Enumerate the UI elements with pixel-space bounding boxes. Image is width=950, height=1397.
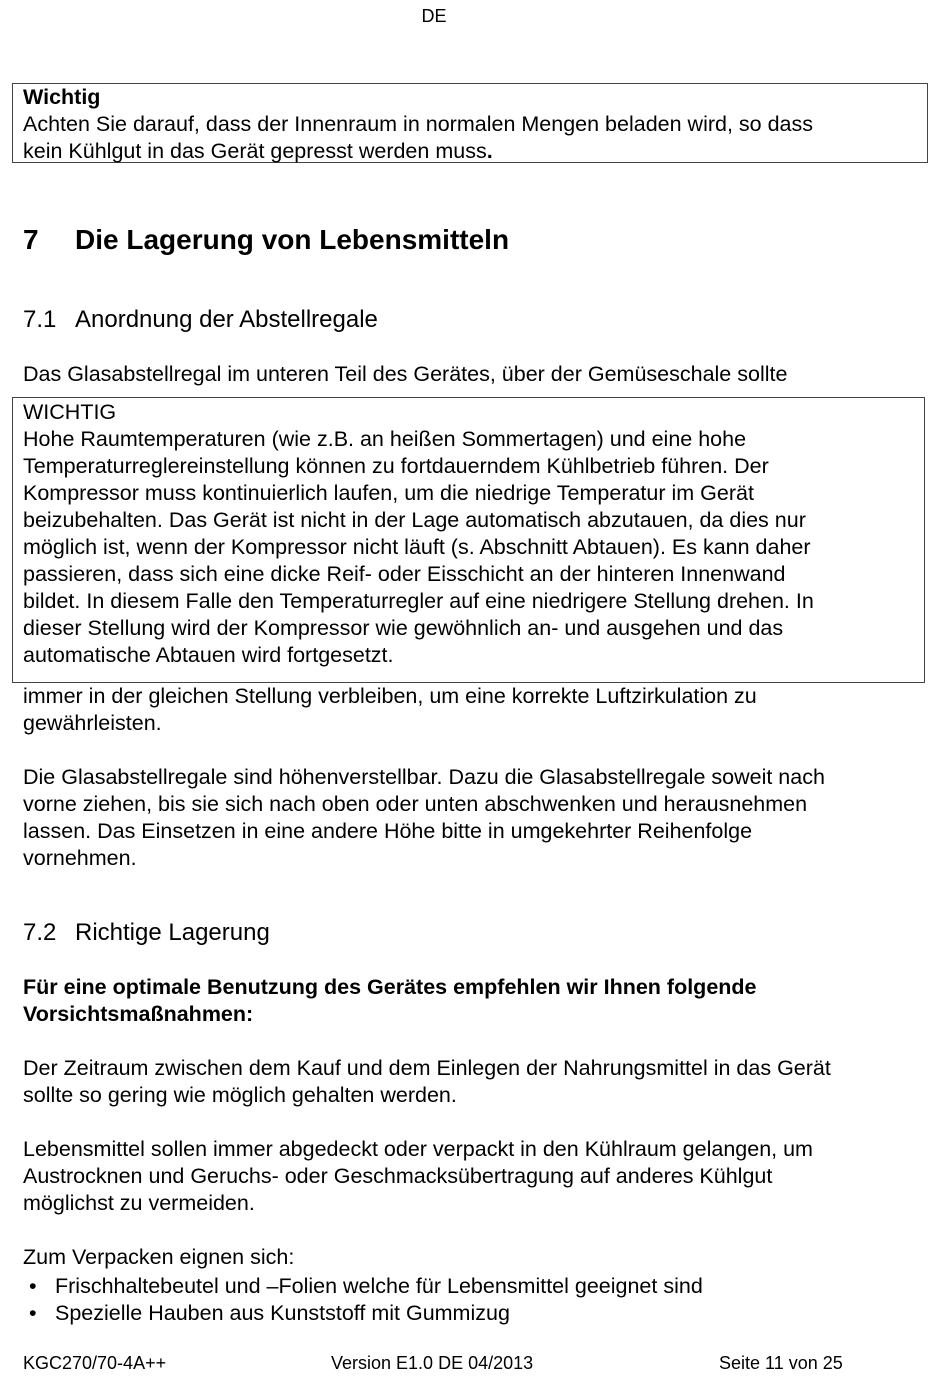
paragraph-line: immer in der gleichen Stellung verbleiben, um eine korrekte Luftzirkulation zu xyxy=(23,684,757,708)
section-7-2-number: 7.2 xyxy=(23,919,57,946)
paragraph-line: Für eine optimale Benutzung des Gerätes empfehlen wir Ihnen folgende xyxy=(23,975,757,999)
footer-page-number: Seite 11 von 25 xyxy=(719,1353,843,1373)
notice-important-title: Wichtig xyxy=(23,85,101,109)
bullet-icon: • xyxy=(29,1274,37,1298)
notice-important-text xyxy=(23,84,923,165)
notice-warning-line: beizubehalten. Das Gerät ist nicht in der Lage automatisch abzutauen, da dies nur xyxy=(23,508,806,532)
paragraph-line: lassen. Das Einsetzen in eine andere Höhe bitte in umgekehrter Reihenfolge xyxy=(23,819,753,843)
paragraph-line: vorne ziehen, bis sie sich nach oben oder unten abschwenken und herausnehmen xyxy=(23,792,808,816)
notice-warning-line: möglich ist, wenn der Kompressor nicht läuft (s. Abschnitt Abtauen). Es kann daher xyxy=(23,535,811,559)
notice-warning-line: Kompressor muss kontinuierlich laufen, um die niedrige Temperatur im Gerät xyxy=(23,481,754,505)
notice-important-line xyxy=(23,138,923,165)
paragraph-covered-food xyxy=(23,1136,923,1217)
paragraph-line: gewährleisten. xyxy=(23,711,162,735)
section-7-1-heading xyxy=(23,304,378,336)
section-7-heading xyxy=(23,222,509,258)
notice-important-line-text: kein Kühlgut in das Gerät gepresst werden muss xyxy=(23,139,487,163)
bullet-icon: • xyxy=(29,1301,37,1325)
notice-warning-line: Hohe Raumtemperaturen (wie z.B. an heißen Sommertagen) und eine hohe xyxy=(23,427,747,451)
paragraph-line: sollte so gering wie möglich gehalten werden. xyxy=(23,1083,457,1107)
list-item-text: Frischhaltebeutel und –Folien welche für Lebensmittel geeignet sind xyxy=(55,1274,703,1298)
notice-warning-line: automatische Abtauen wird fortgesetzt. xyxy=(23,643,394,667)
section-7-title: Die Lagerung von Lebensmitteln xyxy=(75,224,510,255)
paragraph-line: vornehmen. xyxy=(23,846,137,870)
paragraph-line: Lebensmittel sollen immer abgedeckt oder verpackt in den Kühlraum gelangen, um xyxy=(23,1137,813,1161)
paragraph-precautions-intro xyxy=(23,974,923,1028)
footer-version: Version E1.0 DE 04/2013 xyxy=(331,1353,534,1373)
notice-warning-line: bildet. In diesem Falle den Temperaturregler auf eine niedrigere Stellung drehen. In xyxy=(23,589,814,613)
paragraph-shelf-start: Das Glasabstellregal im unteren Teil des Gerätes, über der Gemüseschale sollte xyxy=(23,362,788,386)
notice-important-line-end: . xyxy=(486,139,493,163)
section-7-1-number: 7.1 xyxy=(23,306,57,333)
notice-warning-line: Temperaturreglereinstellung können zu fortdauerndem Kühlbetrieb führen. Der xyxy=(23,454,769,478)
paragraph-shelf-adjustable xyxy=(23,764,923,872)
paragraph-timeframe xyxy=(23,1055,923,1109)
section-7-number: 7 xyxy=(23,224,39,255)
notice-warning-title: WICHTIG xyxy=(23,400,117,424)
notice-warning-text xyxy=(23,399,918,669)
notice-warning-line: dieser Stellung wird der Kompressor wie gewöhnlich an- und ausgehen und das xyxy=(23,616,784,640)
paragraph-line: Der Zeitraum zwischen dem Kauf und dem Einlegen der Nahrungsmittel in das Gerät xyxy=(23,1056,831,1080)
section-7-1-title: Anordnung der Abstellregale xyxy=(75,306,378,333)
paragraph-line: Austrocknen und Geruchs- oder Geschmacksübertragung auf anderes Kühlgut xyxy=(23,1164,773,1188)
page-language-header: DE xyxy=(421,6,447,26)
paragraph-line: möglichst zu vermeiden. xyxy=(23,1191,255,1215)
section-7-2-heading xyxy=(23,917,270,949)
packaging-bullet-list xyxy=(23,1273,923,1327)
footer-model: KGC270/70-4A++ xyxy=(23,1353,167,1373)
notice-important-line: Achten Sie darauf, dass der Innenraum in normalen Mengen beladen wird, so dass xyxy=(23,112,813,136)
list-item-text: Spezielle Hauben aus Kunststoff mit Gummizug xyxy=(55,1301,510,1325)
paragraph-shelf-continued xyxy=(23,683,923,737)
section-7-2-title: Richtige Lagerung xyxy=(75,919,270,946)
paragraph-packaging-intro: Zum Verpacken eignen sich: xyxy=(23,1245,295,1269)
list-item xyxy=(23,1273,923,1300)
list-item xyxy=(23,1300,923,1327)
paragraph-line: Die Glasabstellregale sind höhenverstellbar. Dazu die Glasabstellregale soweit nach xyxy=(23,765,825,789)
notice-warning-line: passieren, dass sich eine dicke Reif- oder Eisschicht an der hinteren Innenwand xyxy=(23,562,786,586)
paragraph-line: Vorsichtsmaßnahmen: xyxy=(23,1002,254,1026)
